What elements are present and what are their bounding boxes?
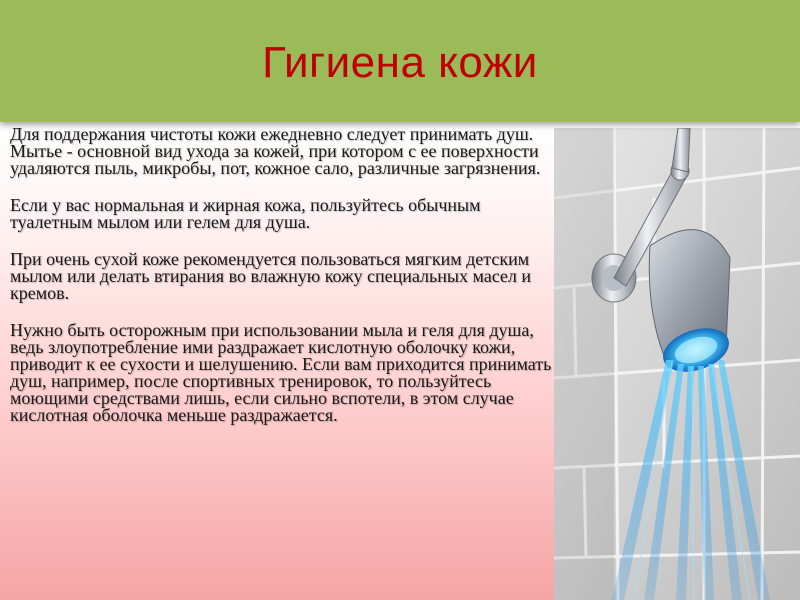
paragraph-4: Нужно быть осторожным при использовании мыла и геля для душа, ведь злоупотребление ими раздражает кислотную оболочку кожи, приводит к ее сухости и шелушению. Если вам приходится принимать душ, например, после спортивных тренировок, то пользуйтесь моющими средствами лишь, если сильно вспотели, в этом случае кислотная оболочка меньше раздражается. <box>10 320 552 425</box>
shower-illustration <box>554 128 800 600</box>
paragraph-1: Для поддержания чистоты кожи ежедневно следует принимать душ. Мытье - основной вид ухода за кожей, при котором с ее поверхности удаляются пыль, микробы, пот, кожное сало, различные загрязнения. <box>10 124 541 178</box>
title-bar <box>0 0 800 122</box>
body-text <box>10 126 552 444</box>
text-panel <box>0 122 554 600</box>
paragraph-3: При очень сухой коже рекомендуется пользоваться мягким детским мылом или делать втирания во влажную кожу специальных масел и кремов. <box>10 249 532 303</box>
slide-title: Гигиена кожи <box>262 38 538 87</box>
shower-photo <box>554 128 800 600</box>
paragraph-2: Если у вас нормальная и жирная кожа, пользуйтесь обычным туалетным мылом или гелем для душа. <box>10 195 481 232</box>
